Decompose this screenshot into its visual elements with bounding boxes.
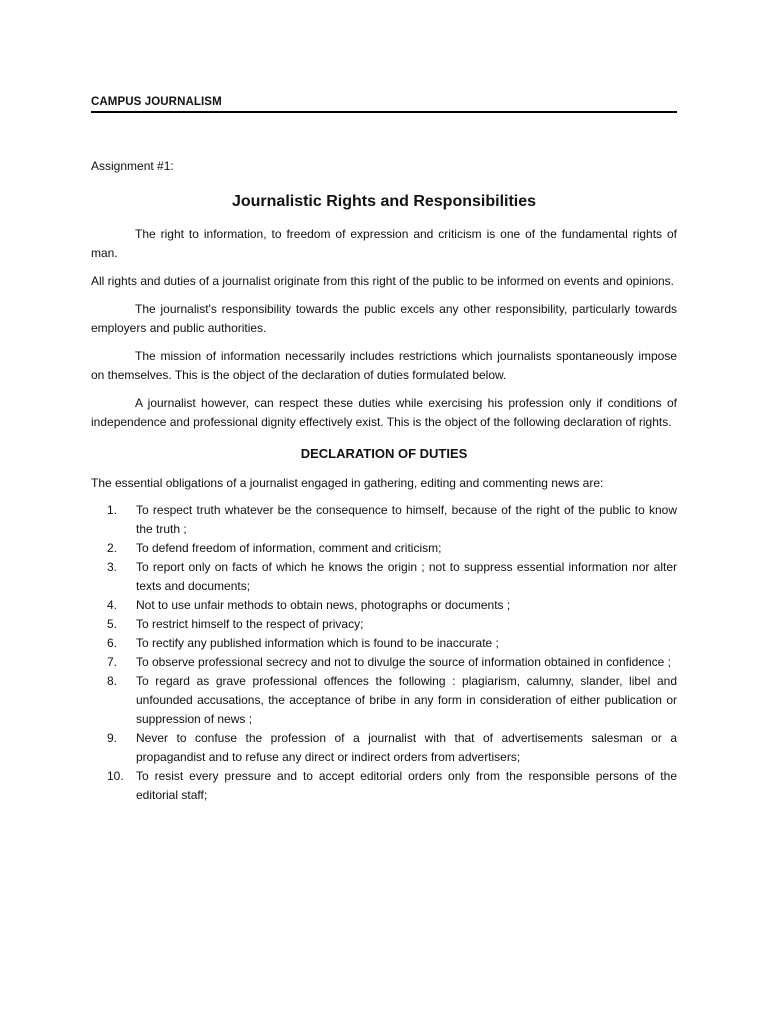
list-item-text: To restrict himself to the respect of privacy;: [136, 617, 364, 631]
running-header: CAMPUS JOURNALISM: [91, 96, 222, 108]
list-item-number: 5.: [107, 617, 118, 631]
paragraph-5: A journalist however, can respect these duties while exercising his profession only if conditions of independence and professional dignity effectively exist. This is the object of the following declaration of rights.: [91, 396, 677, 429]
duties-heading: DECLARATION OF DUTIES: [300, 446, 468, 461]
list-item-number: 8.: [107, 674, 118, 688]
duties-intro: The essential obligations of a journalist engaged in gathering, editing and commenting news are:: [91, 476, 604, 490]
list-item: [91, 596, 677, 615]
list-item-text: To defend freedom of information, comment and criticism;: [136, 541, 442, 555]
list-item-text: To rectify any published information which is found to be inaccurate ;: [136, 636, 499, 650]
list-item: [91, 539, 677, 558]
duties-list: [91, 501, 677, 805]
list-item: [91, 501, 677, 539]
header-rule: [91, 111, 677, 113]
paragraph-1: The right to information, to freedom of expression and criticism is one of the fundamental rights of man.: [91, 227, 677, 260]
list-item: [91, 729, 677, 767]
list-item-text: To report only on facts of which he knows the origin ; not to suppress essential information nor alter texts and documents;: [136, 560, 677, 593]
list-item-text: To respect truth whatever be the consequence to himself, because of the right of the public to know the truth ;: [136, 503, 677, 536]
list-item-number: 4.: [107, 598, 118, 612]
list-item-number: 1.: [107, 503, 118, 517]
list-item-number: 6.: [107, 636, 118, 650]
document-title: Journalistic Rights and Responsibilities: [231, 193, 537, 210]
list-item-text: To resist every pressure and to accept editorial orders only from the responsible persons of the editorial staff;: [136, 769, 677, 802]
assignment-label: Assignment #1:: [91, 159, 174, 173]
list-item: [91, 767, 677, 805]
list-item-number: 2.: [107, 541, 118, 555]
paragraph-3: The journalist's responsibility towards the public excels any other responsibility, particularly towards employers and public authorities.: [91, 302, 677, 335]
list-item-number: 7.: [107, 655, 118, 669]
list-item: [91, 558, 677, 596]
list-item: [91, 634, 677, 653]
list-item-text: Not to use unfair methods to obtain news, photographs or documents ;: [136, 598, 511, 612]
list-item-number: 9.: [107, 731, 118, 745]
list-item: [91, 653, 677, 672]
list-item-text: To observe professional secrecy and not to divulge the source of information obtained in confidence ;: [136, 655, 671, 669]
document-page: [91, 94, 677, 805]
list-item-number: 10.: [107, 769, 124, 783]
list-item: [91, 615, 677, 634]
list-item: [91, 672, 677, 729]
paragraph-4: The mission of information necessarily includes restrictions which journalists spontaneously impose on themselves. This is the object of the declaration of duties formulated below.: [91, 349, 677, 382]
list-item-text: Never to confuse the profession of a journalist with that of advertisements salesman or a propagandist and to refuse any direct or indirect orders from advertisers;: [136, 731, 677, 764]
paragraph-2: All rights and duties of a journalist originate from this right of the public to be informed on events and opinions.: [91, 274, 675, 288]
list-item-text: To regard as grave professional offences the following : plagiarism, calumny, slander, libel and unfounded accusations, the acceptance of bribe in any form in consideration of either publication or suppression of news ;: [136, 674, 677, 726]
list-item-number: 3.: [107, 560, 118, 574]
